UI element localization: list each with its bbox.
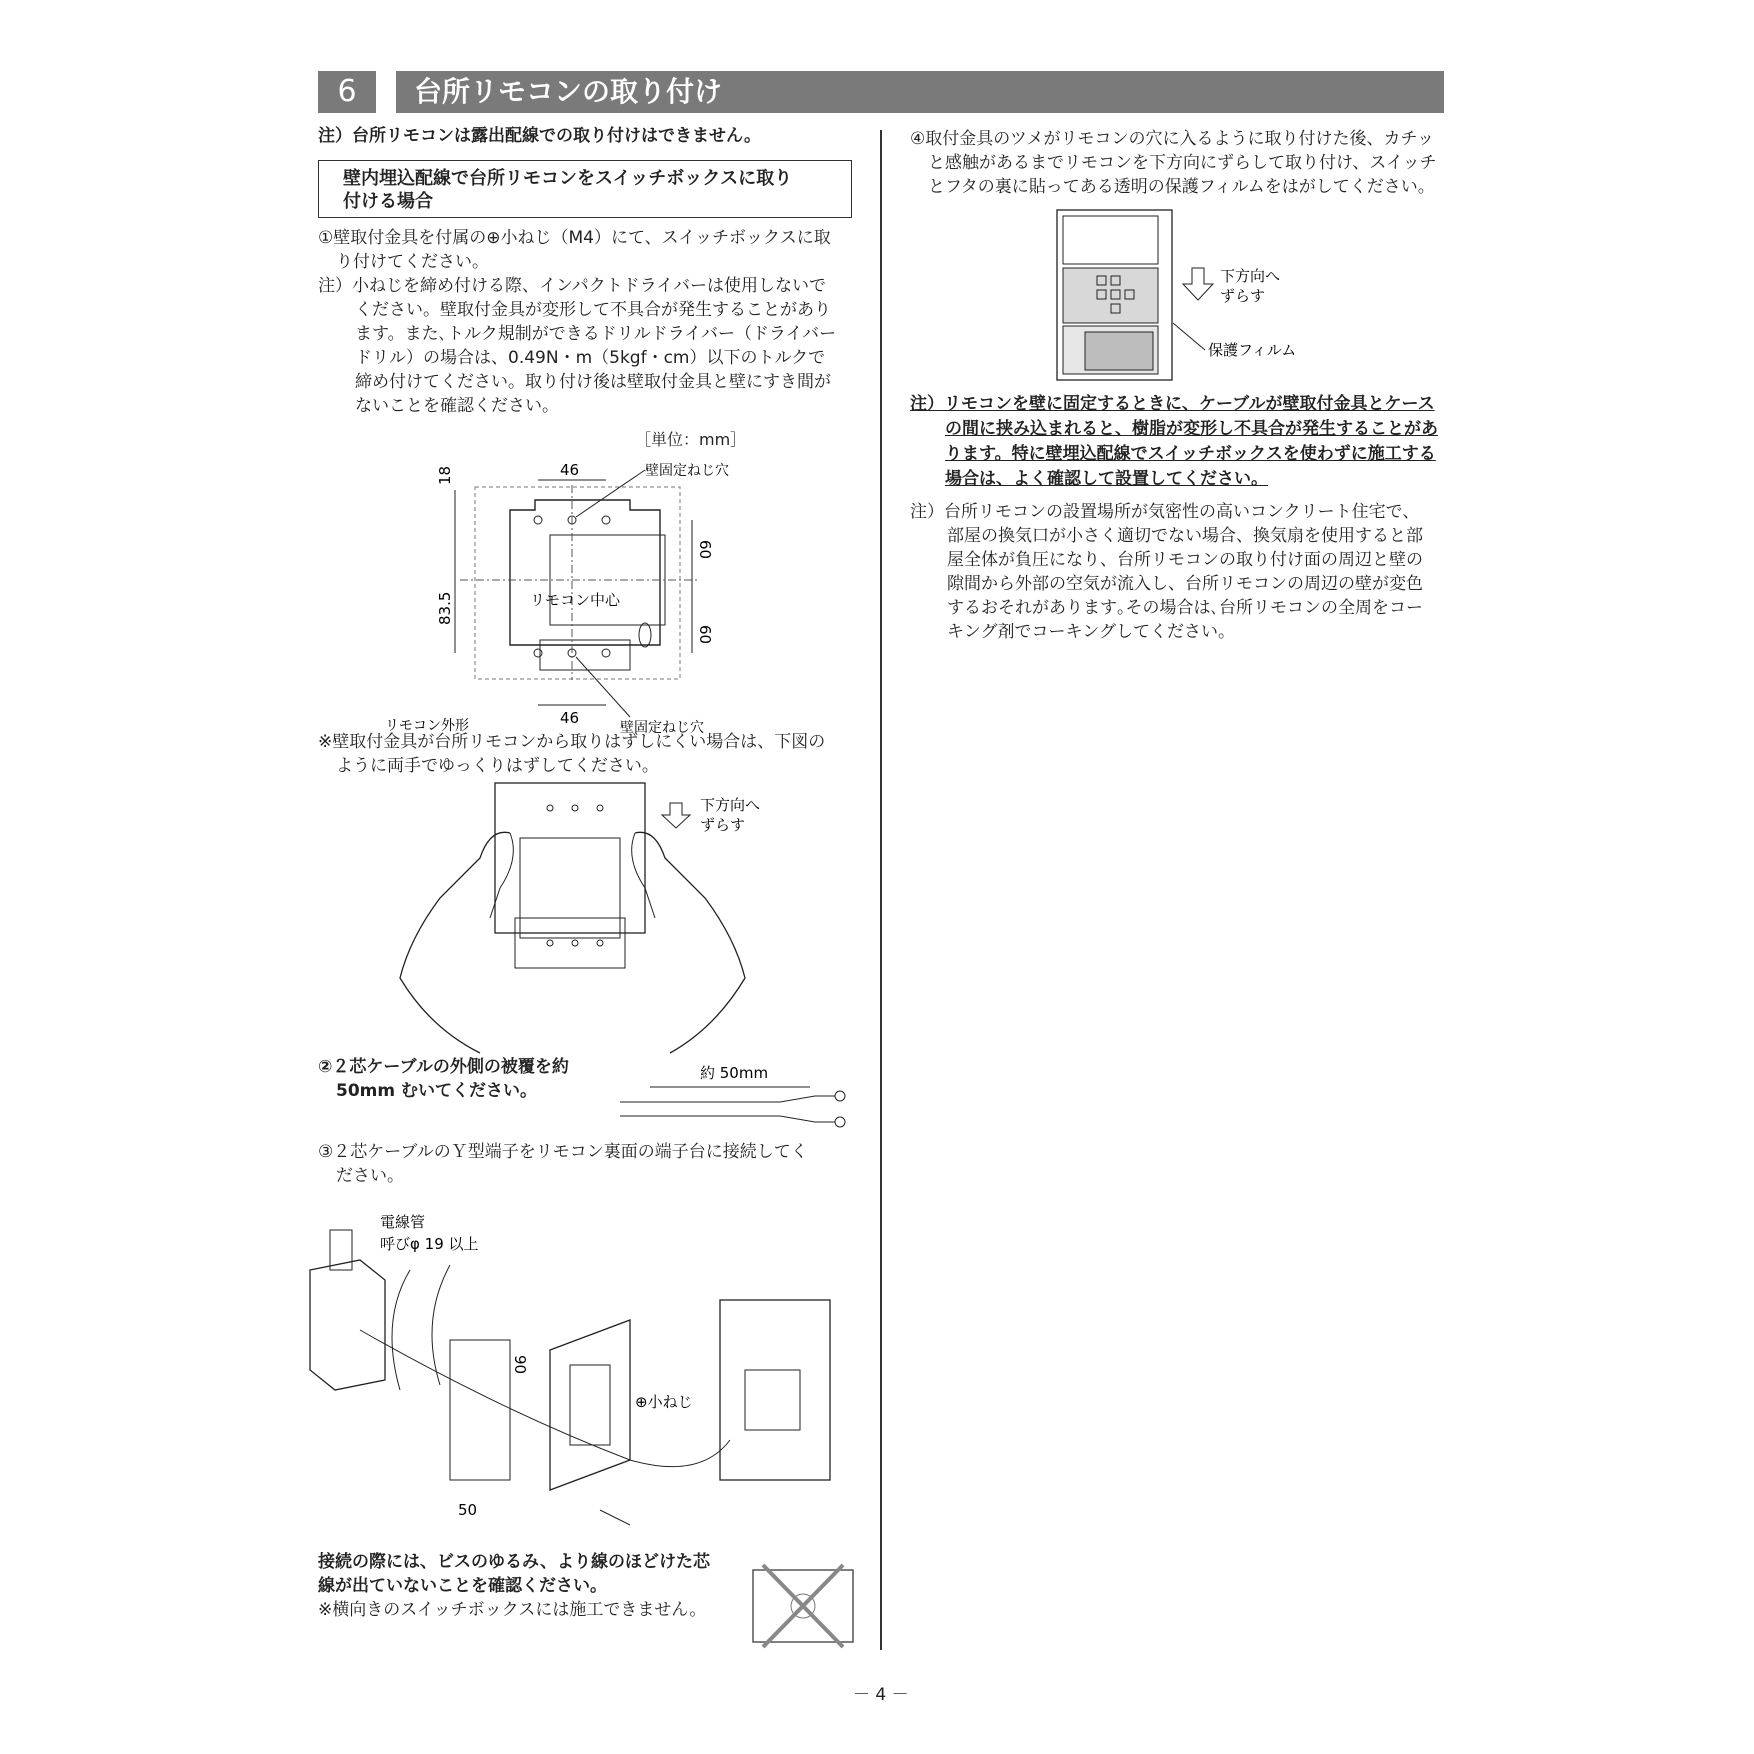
confirm-line2: 線が出ていないことを確認ください。 — [318, 1576, 607, 1596]
conduit-label: 電線管 — [380, 1213, 426, 1231]
note2-line2: ください。壁取付金具が変形して不具合が発生することがあり — [355, 300, 831, 320]
warning-line2: の間に挟み込まれると、樹脂が変形し不具合が発生することがあ — [945, 419, 1438, 439]
note3-line4: 隙間から外部の空気が流入し、台所リモコンの周辺の壁が変色 — [947, 574, 1423, 594]
step3-line1: ③２芯ケーブルのＹ型端子をリモコン裏面の端子台に接続してく — [318, 1142, 808, 1162]
slide-down-label-right-2: ずらす — [1220, 287, 1266, 305]
note3-line1: 注）台所リモコンの設置場所が気密性の高いコンクリート住宅で、 — [910, 502, 1420, 522]
warning-line4: 場合は、よく確認して設置してください。 — [945, 469, 1268, 489]
dim-50: 50 — [458, 1501, 478, 1519]
note2-line1: 注）小ねじを締め付ける際、インパクトドライバーは使用しないで — [318, 276, 826, 296]
note2-line6: ないことを確認ください。 — [355, 396, 559, 416]
note2-line5: 締め付けてください。取り付け後は壁取付金具と壁にすき間が — [355, 372, 831, 392]
step4-line3: とフタの裏に貼ってある透明の保護フィルムをはがしてください。 — [928, 177, 1435, 197]
slide-down-label-1: 下方向へ — [700, 796, 761, 814]
protective-film-label: 保護フィルム — [1208, 341, 1297, 359]
dim-46-top: 46 — [560, 461, 580, 479]
note3-line3: 屋全体が負圧になり、台所リモコンの取り付け面の周辺と壁の — [947, 550, 1423, 570]
remote-film-figure — [1055, 208, 1315, 383]
step4-line1: ④取付金具のツメがリモコンの穴に入るように取り付けた後、カチッ — [910, 129, 1435, 149]
remove-note-line2: ように両手でゆっくりはずしてください。 — [336, 756, 659, 776]
column-divider — [880, 130, 882, 1650]
screw-hole-bottom-label: 壁固定ねじ穴 — [620, 720, 704, 736]
confirm-line1: 接続の際には、ビスのゆるみ、より線のほどけた芯 — [318, 1552, 711, 1572]
small-screw-label: ⊕小ねじ — [635, 1393, 693, 1411]
step2-line2: 50mm むいてください。 — [336, 1081, 538, 1101]
step1-line2: り付けてください。 — [336, 252, 489, 272]
unit-label: ［単位：mm］ — [635, 430, 747, 449]
note3-line5: するおそれがあります｡その場合は､台所リモコンの全周をコー — [947, 598, 1423, 618]
page-number: － 4 － — [853, 1685, 909, 1705]
confirm-line3: ※横向きのスイッチボックスには施工できません。 — [318, 1600, 707, 1620]
dim-60-lower: 60 — [696, 625, 714, 645]
bracket-dimension-figure — [385, 425, 747, 736]
cable-length-label: 約 50mm — [700, 1064, 769, 1082]
conduit-size-label: 呼びφ 19 以上 — [380, 1235, 479, 1253]
note2-line3: ます。また､トルク規制ができるドリルドライバー（ドライバー — [355, 324, 837, 344]
subsection-box — [318, 160, 852, 218]
step1-line1: ①壁取付金具を付属の⊕小ねじ（M4）にて、スイッチボックスに取 — [318, 228, 831, 248]
section-title: 台所リモコンの取り付け — [396, 71, 1444, 113]
step3-line2: ださい。 — [336, 1166, 404, 1186]
dim-18: 18 — [436, 465, 454, 485]
horizontal-box-prohibited-figure — [748, 1560, 858, 1650]
screw-hole-top-label: 壁固定ねじ穴 — [645, 463, 729, 479]
subsection-title-line2: 付ける場合 — [343, 191, 433, 212]
dim-60-upper: 60 — [696, 540, 714, 560]
step2-line1: ②２芯ケーブルの外側の被覆を約 — [318, 1057, 569, 1077]
dim-83-5: 83.5 — [436, 591, 454, 625]
remote-outline-label: リモコン外形 — [385, 718, 469, 734]
installation-figure — [300, 1210, 860, 1540]
remove-note-line1: ※壁取付金具が台所リモコンから取りはずしにくい場合は、下図の — [318, 732, 826, 752]
note-exposed-wiring: 注）台所リモコンは露出配線での取り付けはできません。 — [318, 126, 762, 146]
warning-line3: ります。特に壁埋込配線でスイッチボックスを使わずに施工する — [945, 444, 1436, 464]
remote-center-label: リモコン中心 — [530, 591, 621, 609]
section-number: 6 — [318, 71, 376, 113]
subsection-title-line1: 壁内埋込配線で台所リモコンをスイッチボックスに取り — [343, 168, 793, 189]
hands-removal-figure — [370, 778, 790, 1058]
cable-strip-figure — [620, 1060, 860, 1130]
dim-46-bottom: 46 — [560, 709, 580, 727]
note3-line2: 部屋の換気口が小さく適切でない場合、換気扇を使用すると部 — [947, 526, 1423, 546]
slide-down-label-right-1: 下方向へ — [1220, 267, 1281, 285]
slide-down-label-2: ずらす — [700, 816, 746, 834]
note2-line4: ドリル）の場合は、0.49N・m（5kgf・cm）以下のトルクで — [355, 348, 826, 368]
note3-line6: キング剤でコーキングしてください。 — [947, 622, 1235, 642]
warning-line1: 注）リモコンを壁に固定するときに、ケーブルが壁取付金具とケース — [910, 394, 1435, 414]
step4-line2: と感触があるまでリモコンを下方向にずらして取り付け、スイッチ — [928, 153, 1437, 173]
dim-90: 90 — [511, 1355, 529, 1375]
